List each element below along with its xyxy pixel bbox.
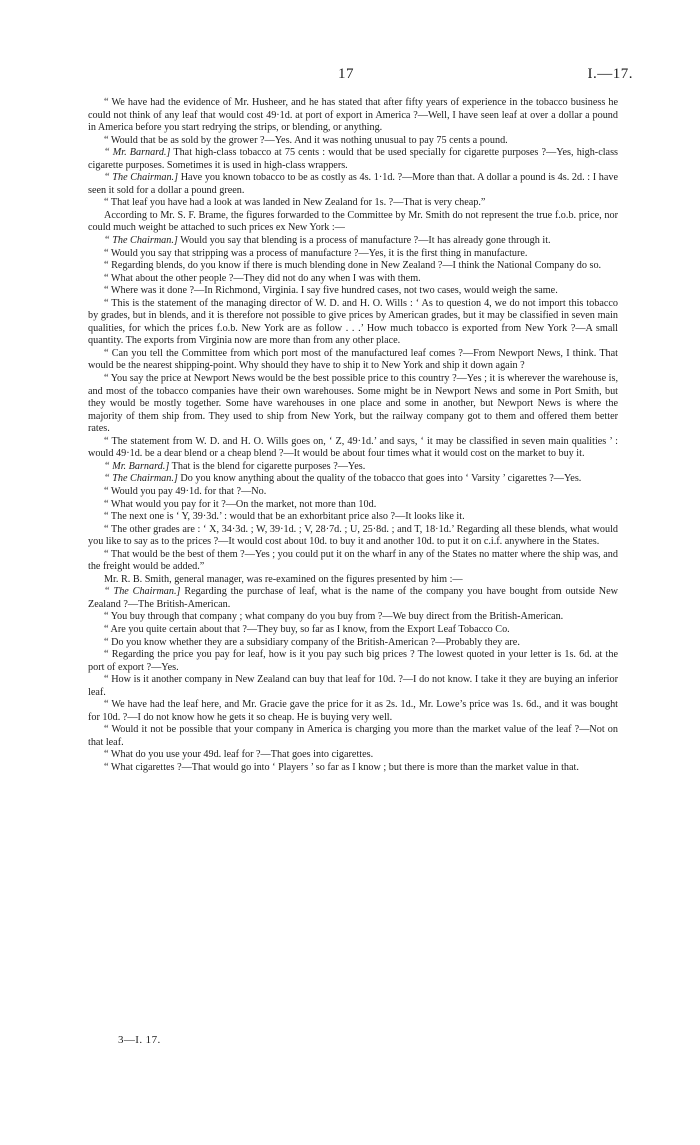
paragraph-text: “ That would be the best of them ?—Yes ; you could put it on the wharf in any of the States no matter where the ship was, and the freight would be added.”: [88, 548, 618, 573]
paragraph-text: “ The statement from W. D. and H. O. Wills goes on, ‘ Z, 49·1d.’ and says, ‘ it may be classified in seven main qualities ’ : would 49·1d. be a dear blend or a cheap blend ?—It would be about four times what it would cost on the market to buy it.: [88, 435, 618, 460]
paragraph: [88, 147, 618, 172]
paragraph: [88, 197, 618, 210]
paragraph: [88, 586, 618, 611]
paragraph-text: “ You say the price at Newport News would be the best possible price to this country ?—Yes ; it is wherever the warehouse is, and most of the tobacco companies have their own warehouses. Some might be in Newport News and some in Port Smith, but they would be mostly together. Some have warehouses in one place and some in another, but Newport News is where the majority of them ship from. They used to ship from New York, but the railway company got to them and offered them better rates.: [88, 373, 618, 435]
paragraph: [88, 499, 618, 512]
paragraph: [88, 699, 618, 724]
page-number: 17: [338, 66, 354, 82]
paragraph: [88, 172, 618, 197]
paragraph: [88, 273, 618, 286]
paragraph: [88, 549, 618, 574]
paragraph-text: “ Where was it done ?—In Richmond, Virginia. I say five hundred cases, not two cases, would weigh the same.: [104, 285, 558, 297]
body-text: [88, 97, 618, 775]
paragraph: [88, 248, 618, 261]
paragraph-text: “ What about the other people ?—They did not do any when I was with them.: [104, 272, 421, 284]
paragraph-text: That high-class tobacco at 75 cents : would that be used specially for cigarette purposes ?—Yes, high-class cigarette purposes. Sometimes it is used in high-class wrappers.: [88, 147, 618, 171]
paragraph: [88, 210, 618, 235]
paragraph-text: “ Would that be as sold by the grower ?—Yes. And it was nothing unusual to pay 75 cents a pound.: [104, 134, 508, 146]
paragraph: [88, 762, 618, 775]
paragraph-text: Would you say that blending is a process of manufacture ?—It has already gone through it.: [177, 235, 551, 247]
paragraph-text: “ The other grades are : ‘ X, 34·3d. ; W, 39·1d. ; V, 28·7d. ; U, 25·8d. ; and T, 18·1d.’ Regarding all these blends, what would you like to say as to the prices ?—It would cost about 10d. to buy it and another 10d. to put it on c.i.f. anywhere in the States.: [88, 523, 618, 548]
paragraph: [88, 97, 618, 135]
paragraph-text: “ This is the statement of the managing director of W. D. and H. O. Wills : ‘ As to question 4, we do not import this tobacco by grades, but in blends, and it is therefore not possible to give prices by American grades, but it may be classified in seven main qualities, for which the prices f.o.b. New York are as follow . . .’ How much tobacco is exported from New York ?—A small quantity. The exports from Virginia now are more than from any other place.: [88, 297, 618, 347]
paragraph: [88, 436, 618, 461]
paragraph: [88, 611, 618, 624]
paragraph: [88, 473, 618, 486]
speaker-label: “ Mr. Barnard.]: [104, 460, 170, 472]
paragraph-text: Mr. R. B. Smith, general manager, was re-examined on the figures presented by him :—: [104, 573, 463, 585]
paragraph: [88, 135, 618, 148]
paragraph: [88, 461, 618, 474]
paragraph-text: Regarding the purchase of leaf, what is the name of the company you have bought from outside New Zealand ?—The British-American.: [88, 586, 618, 610]
paragraph-text: “ We have had the leaf here, and Mr. Gracie gave the price for it as 2s. 1d., Mr. Lowe’s price was 1s. 6d., and it was bought for 10d. ?—I do not know how he gets it so cheap. He is buying very well.: [88, 699, 618, 723]
paragraph-text: “ Would you pay 49·1d. for that ?—No.: [104, 485, 267, 497]
paragraph: [88, 285, 618, 298]
paragraph: [88, 637, 618, 650]
paragraph: [88, 674, 618, 699]
paragraph: [88, 486, 618, 499]
speaker-label: “ The Chairman.]: [104, 172, 179, 184]
paragraph-text: “ How is it another company in New Zealand can buy that leaf for 10d. ?—I do not know. I take it they are buying an inferior leaf.: [88, 674, 618, 698]
paragraph-text: “ Would it not be possible that your company in America is charging you more than the market value of the leaf ?—Not on that leaf.: [88, 724, 618, 748]
paragraph-text: “ What cigarettes ?—That would go into ‘ Players ’ so far as I know ; but there is more than the market value in that.: [104, 761, 579, 773]
paragraph-text: “ What would you pay for it ?—On the market, not more than 10d.: [104, 498, 377, 510]
paragraph: [88, 298, 618, 348]
paragraph: [88, 235, 618, 248]
speaker-label: “ The Chairman.]: [104, 586, 181, 598]
paragraph-text: “ Would you say that stripping was a process of manufacture ?—Yes, it is the first thing in manufacture.: [104, 247, 528, 259]
paragraph-text: “ Are you quite certain about that ?—They buy, so far as I know, from the Export Leaf Tobacco Co.: [104, 623, 510, 635]
paragraph-text: That is the blend for cigarette purposes ?—Yes.: [169, 460, 366, 472]
paragraph-text: “ The next one is ‘ Y, 39·3d.’ : would that be an exhorbitant price also ?—It looks like it.: [104, 511, 465, 523]
speaker-label: “ Mr. Barnard.]: [104, 147, 171, 159]
paragraph: [88, 624, 618, 637]
paragraph-text: “ What do you use your 49d. leaf for ?—That goes into cigarettes.: [104, 749, 374, 761]
paragraph: [88, 511, 618, 524]
paragraph-text: “ We have had the evidence of Mr. Husheer, and he has stated that after fifty years of experience in the tobacco business he could not think of any leaf that would cost 49·1d. at port of export in America ?—Well, I have seen leaf at over a dollar a pound in America before you start redrying the strips, or blending, or anything.: [88, 97, 618, 134]
paragraph-text: According to Mr. S. F. Brame, the figures forwarded to the Committee by Mr. Smith do not represent the true f.o.b. price, nor could much weight be attached to such prices ex New York :—: [88, 209, 618, 234]
paragraph: [88, 348, 618, 373]
signature-mark: 3—I. 17.: [118, 1034, 161, 1046]
paragraph: [88, 524, 618, 549]
speaker-label: “ The Chairman.]: [104, 235, 178, 247]
paragraph: [88, 649, 618, 674]
paragraph-text: Have you known tobacco to be as costly as 4s. 1·1d. ?—More than that. A dollar a pound is 4s. 2d. : I have seen it sold for a dollar a pound green.: [88, 172, 618, 196]
paragraph: [88, 373, 618, 436]
paragraph-text: “ Do you know whether they are a subsidiary company of the British-American ?—Probably they are.: [104, 636, 520, 648]
paragraph: [88, 260, 618, 273]
paragraph-text: “ You buy through that company ; what company do you buy from ?—We buy direct from the British-American.: [104, 611, 564, 623]
paragraph-text: “ That leaf you have had a look at was landed in New Zealand for 1s. ?—That is very cheap.”: [104, 197, 486, 209]
paragraph-text: “ Can you tell the Committee from which port most of the manufactured leaf comes ?—From Newport News, I think. That would be the nearest shipping-point. Why should they have to ship it to New York and ship it down again ?: [88, 347, 618, 372]
speaker-label: “ The Chairman.]: [104, 473, 178, 485]
page-header: [0, 66, 700, 88]
paragraph-text: Do you know anything about the quality of the tobacco that goes into ‘ Varsity ’ cigarettes ?—Yes.: [177, 473, 582, 485]
running-head: I.—17.: [587, 66, 633, 82]
paragraph: [88, 574, 618, 587]
paragraph: [88, 724, 618, 749]
paragraph: [88, 749, 618, 762]
paragraph-text: “ Regarding the price you pay for leaf, how is it you pay such big prices ? The lowest quoted in your letter is 1s. 6d. at the port of export ?—Yes.: [88, 649, 618, 673]
paragraph-text: “ Regarding blends, do you know if there is much blending done in New Zealand ?—I think the National Company do so.: [104, 260, 602, 272]
